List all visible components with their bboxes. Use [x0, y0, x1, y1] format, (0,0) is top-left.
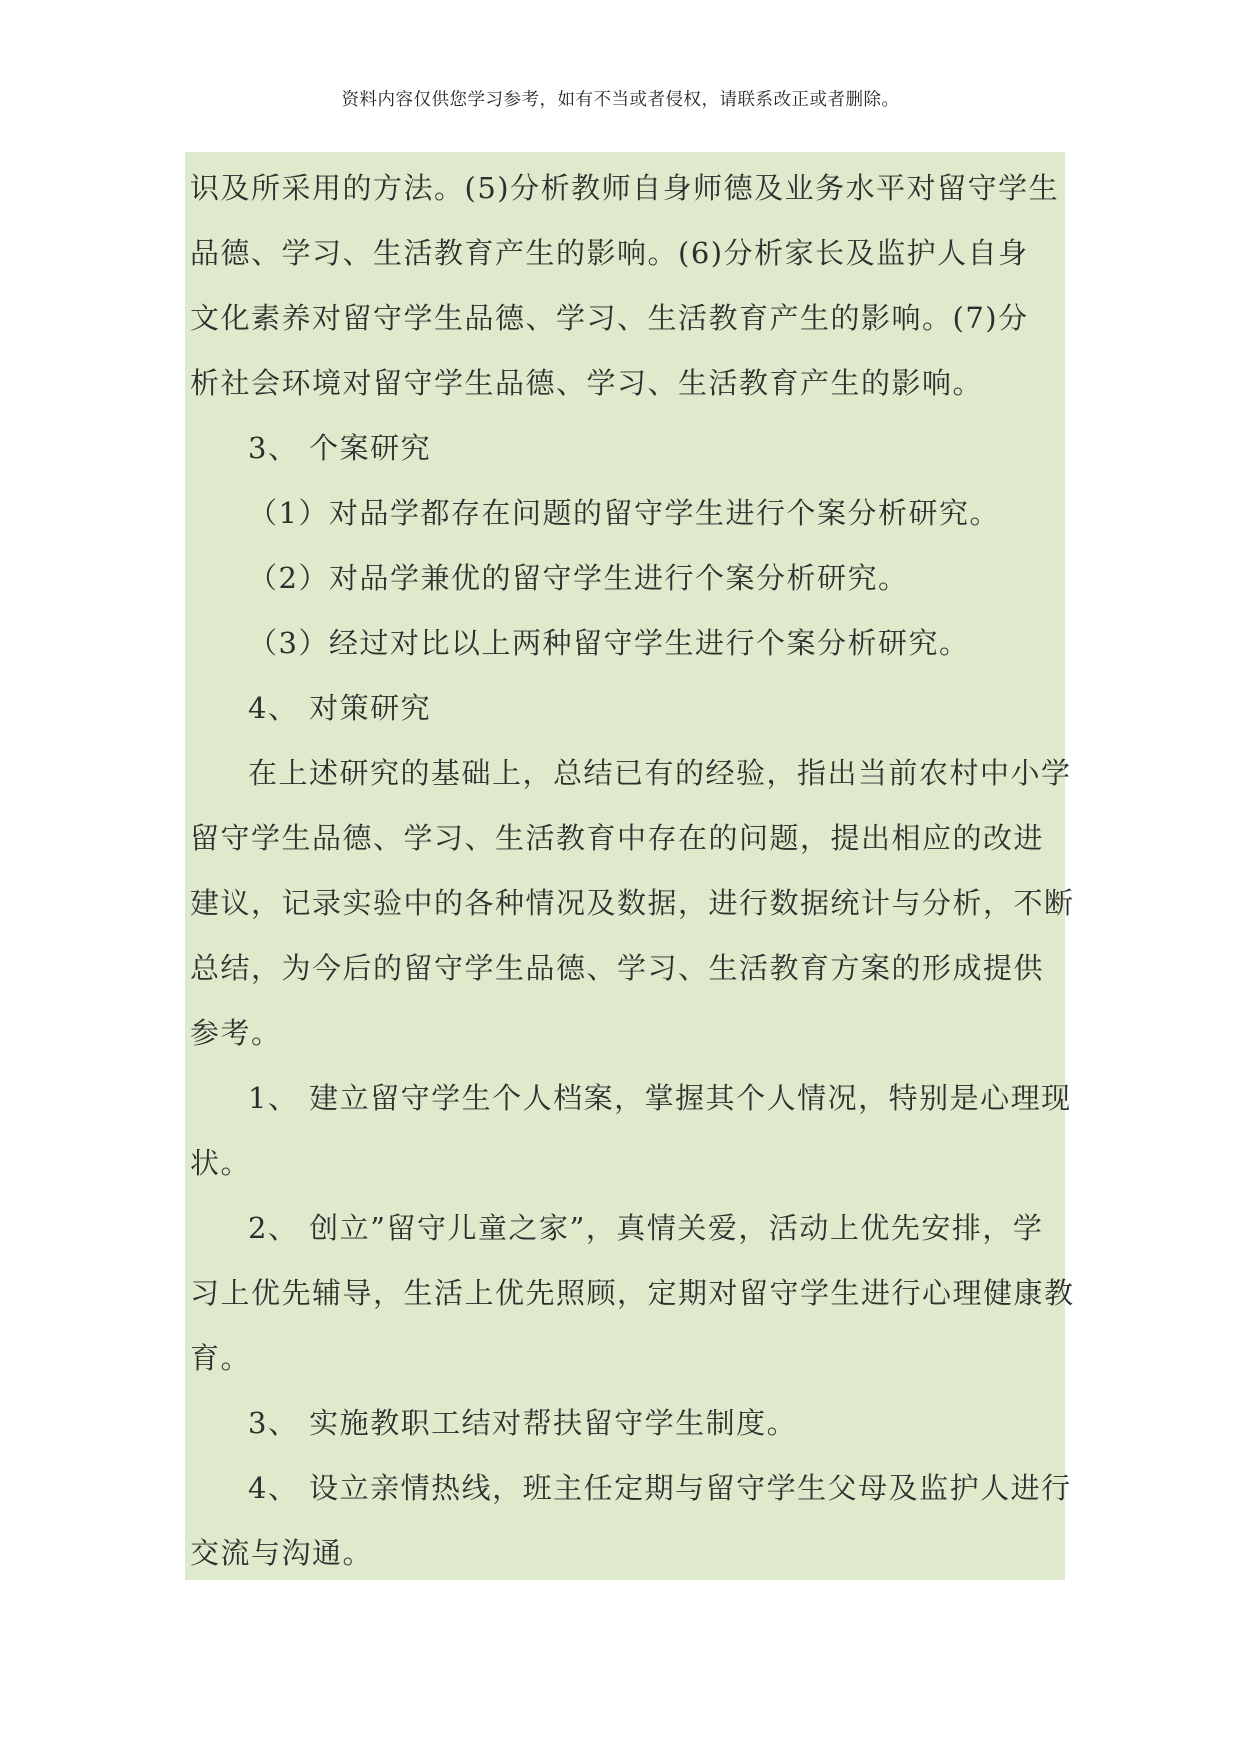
- body-line: 识及所采用的方法。(5)分析教师自身师德及业务水平对留守学生: [190, 171, 1060, 205]
- section-heading: 3、 个案研究: [248, 431, 432, 465]
- body-line: 品德、学习、生活教育产生的影响。(6)分析家长及监护人自身: [190, 236, 1029, 270]
- list-item: （3）经过对比以上两种留守学生进行个案分析研究。: [248, 626, 970, 660]
- body-line: 总结，为今后的留守学生品德、学习、生活教育方案的形成提供: [190, 951, 1045, 985]
- list-item: （1）对品学都存在问题的留守学生进行个案分析研究。: [248, 496, 1000, 530]
- page-header-notice: 资料内容仅供您学习参考，如有不当或者侵权，请联系改正或者删除。: [341, 90, 900, 110]
- body-line: 建议，记录实验中的各种情况及数据，进行数据统计与分析，不断: [190, 886, 1075, 920]
- body-line: 交流与沟通。: [190, 1536, 374, 1570]
- body-line: 状。: [190, 1146, 252, 1180]
- body-line: 在上述研究的基础上，总结已有的经验，指出当前农村中小学: [248, 756, 1072, 790]
- section-heading: 4、 对策研究: [248, 691, 432, 725]
- list-item: 4、 设立亲情热线，班主任定期与留守学生父母及监护人进行: [248, 1471, 1072, 1505]
- body-line: 育。: [190, 1341, 252, 1375]
- list-item: 3、 实施教职工结对帮扶留守学生制度。: [248, 1406, 798, 1440]
- list-item: （2）对品学兼优的留守学生进行个案分析研究。: [248, 561, 909, 595]
- body-line: 习上优先辅导，生活上优先照顾，定期对留守学生进行心理健康教: [190, 1276, 1075, 1310]
- list-item: 2、 创立”留守儿童之家”，真情关爱，活动上优先安排，学: [248, 1211, 1044, 1245]
- body-line: 留守学生品德、学习、生活教育中存在的问题，提出相应的改进: [190, 821, 1045, 855]
- document-body: [190, 156, 1090, 1586]
- body-line: 析社会环境对留守学生品德、学习、生活教育产生的影响。: [190, 366, 984, 400]
- body-line: 参考。: [190, 1016, 282, 1050]
- list-item: 1、 建立留守学生个人档案，掌握其个人情况，特别是心理现: [248, 1081, 1072, 1115]
- body-line: 文化素养对留守学生品德、学习、生活教育产生的影响。(7)分: [190, 301, 1029, 335]
